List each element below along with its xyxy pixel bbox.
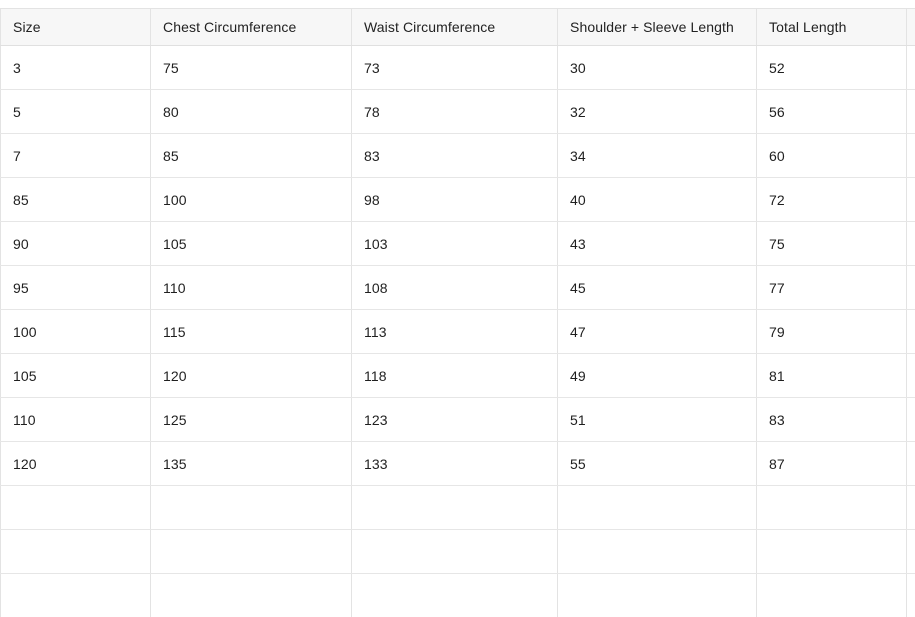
cell-total-length[interactable]: 72 — [756, 178, 906, 221]
cell-chest-circumference[interactable]: 100 — [150, 178, 351, 221]
table-row — [0, 90, 915, 134]
size-chart-table — [0, 8, 915, 617]
cell-size[interactable]: 90 — [0, 222, 150, 265]
cell-chest-circumference[interactable]: 75 — [150, 46, 351, 89]
cell-waist-circumference[interactable] — [351, 486, 557, 529]
cell-chest-circumference[interactable]: 120 — [150, 354, 351, 397]
table-body — [0, 46, 915, 617]
cell-total-length[interactable]: 87 — [756, 442, 906, 485]
cell-waist-circumference[interactable] — [351, 530, 557, 573]
cell-total-length[interactable]: 56 — [756, 90, 906, 133]
cell-extra[interactable] — [906, 442, 915, 485]
cell-total-length[interactable]: 79 — [756, 310, 906, 353]
cell-size[interactable]: 105 — [0, 354, 150, 397]
cell-chest-circumference[interactable] — [150, 486, 351, 529]
column-header-size[interactable]: Size — [0, 9, 150, 45]
cell-extra[interactable] — [906, 354, 915, 397]
cell-size[interactable]: 95 — [0, 266, 150, 309]
table-row — [0, 486, 915, 530]
table-row — [0, 310, 915, 354]
cell-size[interactable]: 3 — [0, 46, 150, 89]
cell-shoulder-sleeve-length[interactable] — [557, 486, 756, 529]
table-row — [0, 46, 915, 90]
cell-extra[interactable] — [906, 178, 915, 221]
table-row — [0, 398, 915, 442]
cell-extra[interactable] — [906, 398, 915, 441]
cell-size[interactable]: 5 — [0, 90, 150, 133]
column-header-chest-circumference[interactable]: Chest Circumference — [150, 9, 351, 45]
cell-waist-circumference[interactable] — [351, 574, 557, 617]
cell-chest-circumference[interactable]: 125 — [150, 398, 351, 441]
cell-total-length[interactable] — [756, 574, 906, 617]
cell-shoulder-sleeve-length[interactable]: 32 — [557, 90, 756, 133]
cell-size[interactable]: 7 — [0, 134, 150, 177]
cell-size[interactable] — [0, 574, 150, 617]
cell-chest-circumference[interactable] — [150, 574, 351, 617]
cell-total-length[interactable]: 83 — [756, 398, 906, 441]
cell-shoulder-sleeve-length[interactable]: 55 — [557, 442, 756, 485]
table-row — [0, 222, 915, 266]
table-header-row — [0, 9, 915, 46]
cell-chest-circumference[interactable]: 110 — [150, 266, 351, 309]
cell-total-length[interactable]: 52 — [756, 46, 906, 89]
column-header-total-length[interactable]: Total Length — [756, 9, 906, 45]
cell-waist-circumference[interactable]: 108 — [351, 266, 557, 309]
cell-extra[interactable] — [906, 134, 915, 177]
cell-shoulder-sleeve-length[interactable]: 47 — [557, 310, 756, 353]
cell-waist-circumference[interactable]: 83 — [351, 134, 557, 177]
table-row — [0, 178, 915, 222]
table-row — [0, 530, 915, 574]
cell-shoulder-sleeve-length[interactable]: 40 — [557, 178, 756, 221]
cell-total-length[interactable]: 77 — [756, 266, 906, 309]
column-header-extra[interactable] — [906, 9, 915, 45]
cell-size[interactable]: 120 — [0, 442, 150, 485]
cell-extra[interactable] — [906, 222, 915, 265]
cell-waist-circumference[interactable]: 103 — [351, 222, 557, 265]
table-row — [0, 134, 915, 178]
cell-size[interactable] — [0, 530, 150, 573]
table-row — [0, 442, 915, 486]
cell-total-length[interactable]: 60 — [756, 134, 906, 177]
cell-extra[interactable] — [906, 486, 915, 529]
cell-shoulder-sleeve-length[interactable]: 51 — [557, 398, 756, 441]
cell-chest-circumference[interactable]: 135 — [150, 442, 351, 485]
cell-extra[interactable] — [906, 46, 915, 89]
cell-shoulder-sleeve-length[interactable]: 49 — [557, 354, 756, 397]
cell-shoulder-sleeve-length[interactable]: 43 — [557, 222, 756, 265]
table-row — [0, 354, 915, 398]
cell-waist-circumference[interactable]: 133 — [351, 442, 557, 485]
column-header-waist-circumference[interactable]: Waist Circumference — [351, 9, 557, 45]
cell-shoulder-sleeve-length[interactable] — [557, 574, 756, 617]
table-row — [0, 574, 915, 617]
cell-extra[interactable] — [906, 266, 915, 309]
cell-chest-circumference[interactable]: 115 — [150, 310, 351, 353]
cell-shoulder-sleeve-length[interactable]: 34 — [557, 134, 756, 177]
cell-chest-circumference[interactable] — [150, 530, 351, 573]
cell-waist-circumference[interactable]: 113 — [351, 310, 557, 353]
cell-extra[interactable] — [906, 90, 915, 133]
cell-total-length[interactable]: 81 — [756, 354, 906, 397]
cell-size[interactable]: 100 — [0, 310, 150, 353]
cell-extra[interactable] — [906, 574, 915, 617]
table-row — [0, 266, 915, 310]
cell-waist-circumference[interactable]: 73 — [351, 46, 557, 89]
cell-shoulder-sleeve-length[interactable]: 45 — [557, 266, 756, 309]
cell-chest-circumference[interactable]: 85 — [150, 134, 351, 177]
cell-total-length[interactable] — [756, 486, 906, 529]
cell-total-length[interactable] — [756, 530, 906, 573]
cell-size[interactable]: 110 — [0, 398, 150, 441]
cell-size[interactable]: 85 — [0, 178, 150, 221]
cell-size[interactable] — [0, 486, 150, 529]
cell-shoulder-sleeve-length[interactable] — [557, 530, 756, 573]
cell-extra[interactable] — [906, 530, 915, 573]
cell-chest-circumference[interactable]: 80 — [150, 90, 351, 133]
cell-extra[interactable] — [906, 310, 915, 353]
column-header-shoulder-sleeve-length[interactable]: Shoulder + Sleeve Length — [557, 9, 756, 45]
cell-shoulder-sleeve-length[interactable]: 30 — [557, 46, 756, 89]
cell-waist-circumference[interactable]: 123 — [351, 398, 557, 441]
cell-waist-circumference[interactable]: 98 — [351, 178, 557, 221]
cell-chest-circumference[interactable]: 105 — [150, 222, 351, 265]
cell-total-length[interactable]: 75 — [756, 222, 906, 265]
cell-waist-circumference[interactable]: 118 — [351, 354, 557, 397]
cell-waist-circumference[interactable]: 78 — [351, 90, 557, 133]
